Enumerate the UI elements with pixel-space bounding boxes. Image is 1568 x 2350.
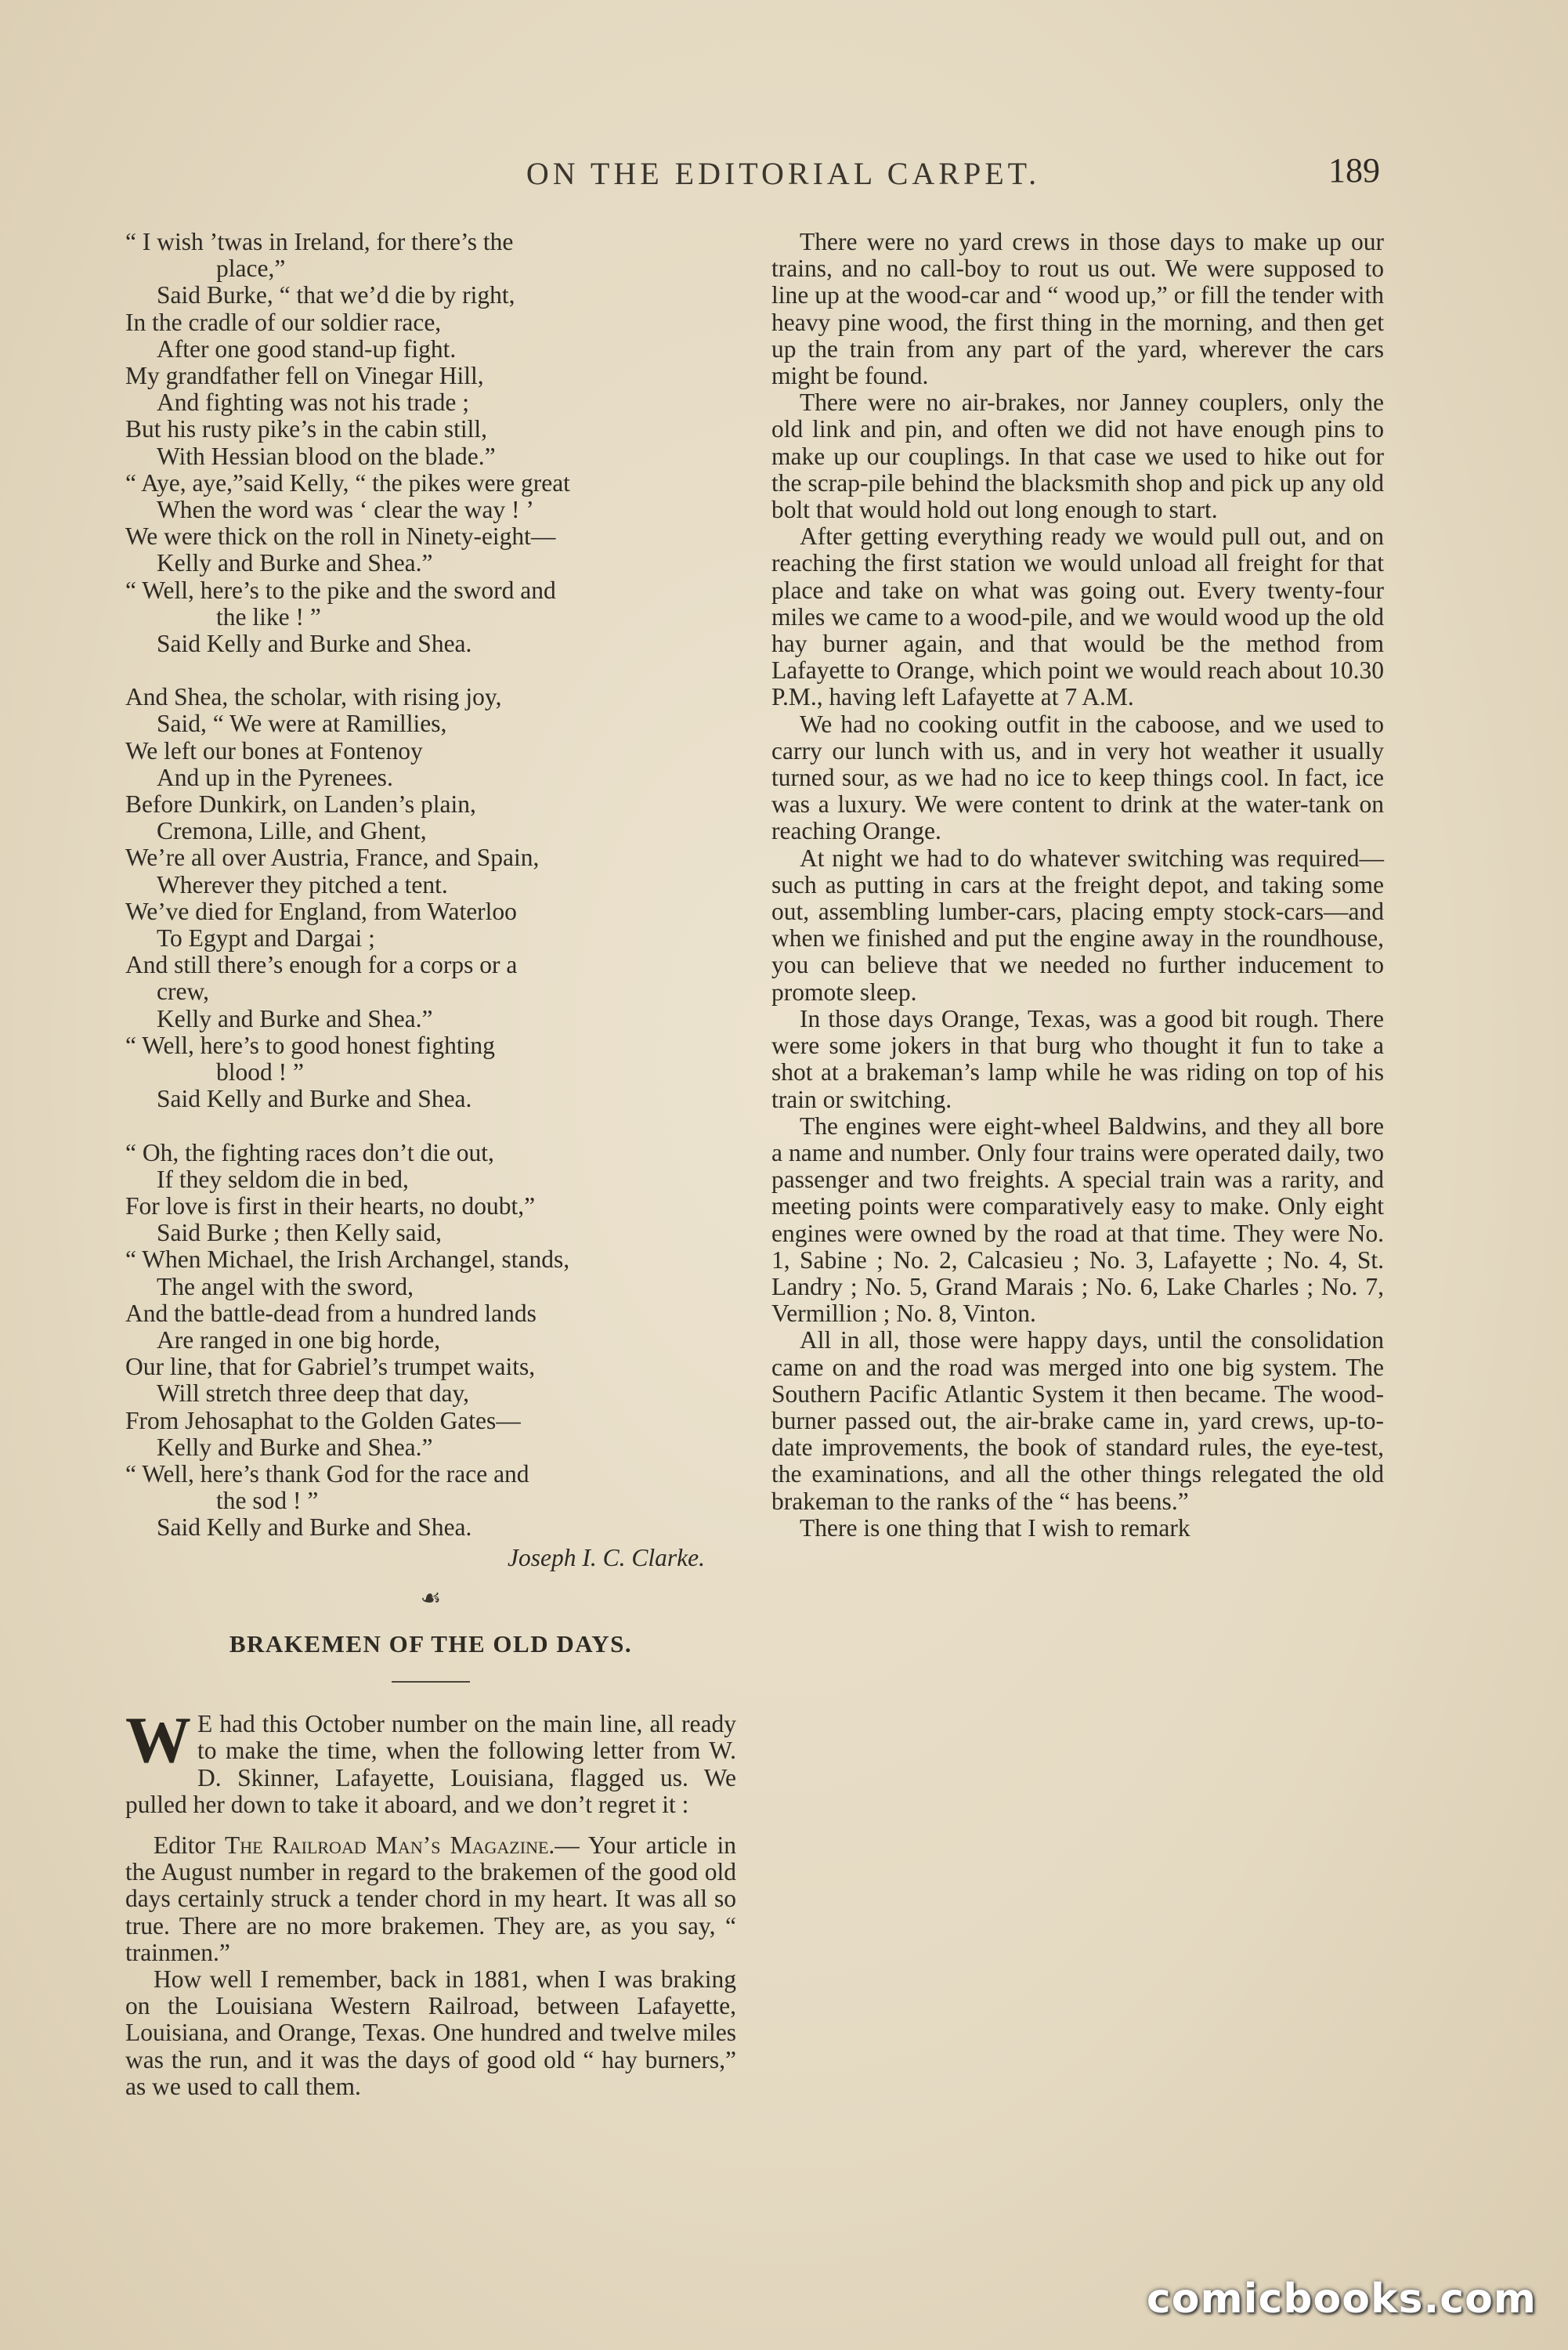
poem-line: We’ve died for England, from Waterloo [125, 897, 517, 925]
poem-stanza-1 [125, 229, 736, 657]
poem-line: Are ranged in one big horde, [157, 1325, 441, 1354]
running-title: ON THE EDITORIAL CARPET. [526, 156, 1041, 191]
page-number: 189 [1328, 151, 1380, 190]
paragraph-text: Editor [154, 1831, 215, 1859]
poem-line: “ Aye, aye,”said Kelly, “ the pikes were great [125, 468, 570, 497]
poem-line: “ Well, here’s to good honest fighting [125, 1031, 495, 1059]
poem-line: “ When Michael, the Irish Archangel, stands, [125, 1246, 570, 1274]
poem-line: Said Burke ; then Kelly said, [157, 1219, 442, 1247]
poem-line: And the battle-dead from a hundred lands [125, 1299, 537, 1327]
poem-line: Kelly and Burke and Shea.” [157, 549, 433, 577]
poem-line: And up in the Pyrenees. [157, 763, 393, 791]
paragraph-text: — Your article in the August number in regard to the brakemen of the good old days certainly struck a tender chord in my heart. It was all so true. There are no more brakemen. They are, as you say, “ trainmen.” [125, 1831, 736, 1966]
poem-line: The angel with the sword, [157, 1272, 414, 1300]
poem-stanza-3 [125, 1140, 736, 1542]
article-paragraph [125, 1704, 736, 1818]
poem-line: Wherever they pitched a tent. [157, 870, 448, 898]
heading-rule [392, 1681, 470, 1683]
article-paragraph: How well I remember, back in 1881, when I was braking on the Louisiana Western Railroad, between Lafayette, Louisiana, and Orange, Texas. One hundred and twelve miles was the run, and it was the days of good old “ hay burners,” as we used to call them. [125, 1965, 736, 2100]
poem-line: Kelly and Burke and Shea.” [157, 1004, 433, 1032]
poem-line: Cremona, Lille, and Ghent, [157, 817, 427, 845]
poem-line: And still there’s enough for a corps or a [125, 951, 518, 979]
article-heading: BRAKEMEN OF THE OLD DAYS. [229, 1629, 633, 1658]
poem-line: But his rusty pike’s in the cabin still, [125, 415, 487, 443]
article-paragraph: After getting everything ready we would pull out, and on reaching the first station we would unload all freight for that place and take on what was going out. Every twenty-four miles we came to a wood-pile, and we would wood up the old hay burner again, and that would be the method from Lafayette to Orange, which point we would reach about 10.30 P.M., having left Lafayette at 7 A.M. [771, 522, 1384, 711]
poem-line: “ Well, here’s thank God for the race and [125, 1459, 529, 1488]
poem-line: Will stretch three deep that day, [157, 1379, 470, 1408]
poem-line: We left our bones at Fontenoy [125, 736, 423, 765]
poem-line: Said Kelly and Burke and Shea. [157, 1085, 472, 1113]
poem-line: We’re all over Austria, France, and Spain, [125, 844, 540, 872]
poem-line: From Jehosaphat to the Golden Gates— [125, 1406, 521, 1434]
poem-stanza-2 [125, 684, 736, 1112]
article-paragraph: All in all, those were happy days, until the consolidation came on and the road was merged into one big system. The Southern Pacific Atlantic System it then became. The wood-burner passed out, the air-brake came in, yard crews, up-to-date improvements, the book of standard rules, the eye-test, the examinations, and all the other things relegated the old brakeman to the ranks of the “ has beens.” [771, 1326, 1384, 1515]
poem-line: Kelly and Burke and Shea.” [157, 1433, 433, 1461]
poem-line: With Hessian blood on the blade.” [157, 442, 496, 470]
poem-line: place,” [216, 255, 286, 283]
article-paragraph: There is one thing that I wish to remark [800, 1513, 1190, 1542]
article-paragraph [125, 1832, 736, 1966]
poem-line: In the cradle of our soldier race, [125, 308, 442, 336]
poem-line: “ I wish ’twas in Ireland, for there’s the [125, 228, 514, 255]
poem-line: When the word was ‘ clear the way ! ’ [157, 496, 534, 524]
ornament-icon: ☙ [420, 1585, 442, 1611]
poem-line: Our line, that for Gabriel’s trumpet waits, [125, 1353, 536, 1381]
right-column [771, 229, 1384, 1542]
article-paragraph: At night we had to do whatever switching was required—such as putting in cars at the freight depot, and taking some out, assembling lumber-cars, placing empty stock-cars—and when we finished and put the engine away in the roundhouse, you can believe that we needed no further inducement to promote sleep. [771, 844, 1384, 1006]
article-paragraph: We had no cooking outfit in the caboose, and we used to carry our lunch with us, and in very hot weather it usually turned sour, as we had no ice to keep things cool. In fact, ice was a luxury. We were content to drink at the water-tank on reaching Orange. [771, 710, 1384, 845]
poem-line: the like ! ” [216, 602, 321, 631]
poem-line: Said, “ We were at Ramillies, [157, 710, 447, 738]
poem-attribution: Joseph I. C. Clarke. [508, 1543, 705, 1571]
poem-line: Said Kelly and Burke and Shea. [157, 630, 472, 658]
poem-line: And fighting was not his trade ; [157, 389, 469, 417]
poem-line: Before Dunkirk, on Landen’s plain, [125, 790, 476, 819]
article-paragraph: The engines were eight-wheel Baldwins, and they all bore a name and number. Only four trains were operated daily, two passenger and two freights. A special train was a rarity, and meeting points were comparatively easy to make. Only eight engines were owned by the road at that time. They were No. 1, Sabine ; No. 2, Calcasieu ; No. 3, Lafayette ; No. 4, St. Landry ; No. 5, Grand Marais ; No. 6, Lake Charles ; No. 7, Vermillion ; No. 8, Vinton. [771, 1112, 1384, 1328]
poem-line: And Shea, the scholar, with rising joy, [125, 683, 502, 711]
poem-line: “ Well, here’s to the pike and the sword and [125, 576, 556, 604]
poem-line: We were thick on the roll in Ninety-eight— [125, 522, 556, 551]
poem-line: Said Burke, “ that we’d die by right, [157, 281, 515, 309]
poem-line: To Egypt and Dargai ; [157, 924, 375, 953]
poem-line: After one good stand-up fight. [157, 334, 457, 363]
poem-line: If they seldom die in bed, [157, 1165, 409, 1193]
watermark-logo: comicbooks.com [1146, 2276, 1537, 2323]
poem-line: blood ! ” [216, 1058, 304, 1086]
article-paragraph: In those days Orange, Texas, was a good bit rough. There were some jokers in that burg who thought it fun to take a shot at a brakeman’s lamp while he was riding on top of his train or switching. [771, 1004, 1384, 1113]
poem-line: “ Oh, the fighting races don’t die out, [125, 1138, 494, 1166]
left-column [125, 229, 736, 2100]
drop-cap: W [125, 1704, 191, 1777]
paragraph-text: E had this October number on the main line, all ready to make the time, when the following letter from W. D. Skinner, Lafayette, Louisiana, flagged us. We pulled her down to take it aboard, and we don’t regret it : [125, 1710, 736, 1818]
poem-line: Said Kelly and Burke and Shea. [157, 1513, 472, 1542]
poem-line: My grandfather fell on Vinegar Hill, [125, 362, 484, 390]
poem-line: For love is first in their hearts, no doubt,” [125, 1191, 536, 1220]
article-paragraph: There were no air-brakes, nor Janney couplers, only the old link and pin, and often we did not have enough pins to make up our couplings. In that case we used to hike out for the scrap-pile behind the blacksmith shop and pick up any old bolt that would hold out long enough to start. [771, 389, 1384, 524]
article-paragraph: There were no yard crews in those days to make up our trains, and no call-boy to rout us out. We were supposed to line up at the wood-car and “ wood up,” or fill the tender with heavy pine wood, the first thing in the morning, and then get up the train from any part of the yard, wherever the cars might be found. [771, 228, 1384, 390]
page-header [0, 151, 1568, 202]
magazine-name: The Railroad Man’s Magazine. [224, 1831, 555, 1859]
poem-line: the sod ! ” [216, 1487, 319, 1515]
poem-line: crew, [157, 978, 210, 1006]
